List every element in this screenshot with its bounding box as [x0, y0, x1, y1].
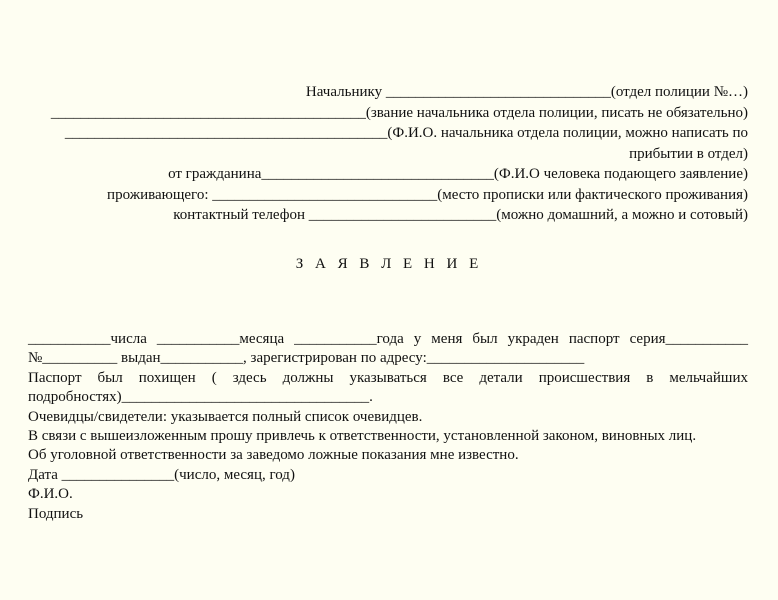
header-line-citizen: от гражданина_______________________________(Ф.И.О человека подающего заявление) [168, 166, 748, 182]
body-line-witnesses: Очевидцы/свидетели: указывается полный список очевидцев. [28, 408, 423, 425]
body-line-date: Дата _______________(число, месяц, год) [28, 466, 295, 483]
body-line-issued: №__________ выдан___________, зарегистрирован по адресу:_____________________ [28, 350, 585, 367]
body-line-details: Паспорт был похищен ( здесь должны указываться все детали происшествия в мельчайших [28, 369, 748, 386]
header-line-name: ___________________________________________(Ф.И.О. начальника отдела полиции, можно написать по [64, 125, 748, 141]
body-line-liability: Об уголовной ответственности за заведомо ложные показания мне известно. [28, 447, 519, 464]
statement-body [28, 330, 748, 524]
body-line-signature: Подпись [28, 505, 84, 522]
addressee-block [28, 82, 748, 226]
body-line-date-passport: ___________числа ___________месяца ___________года у меня был украден паспорт серия___________ [28, 331, 748, 347]
header-line-name-cont: прибытии в отдел) [629, 145, 748, 162]
body-line-details-cont: подробностях)_________________________________. [28, 389, 373, 406]
header-line-rank: __________________________________________(звание начальника отдела полиции, писать не обязательно) [50, 104, 748, 121]
header-line-chief: Начальнику ______________________________(отдел полиции №…) [305, 84, 748, 100]
header-line-phone: контактный телефон _________________________(можно домашний, а можно и сотовый) [173, 207, 748, 223]
body-line-request: В связи с вышеизложенным прошу привлечь к ответственности, установленной законом, виновных лиц. [28, 428, 697, 445]
document-title: З А Я В Л Е Н И Е [295, 256, 483, 272]
body-line-fio: Ф.И.О. [28, 486, 73, 503]
header-line-residence: проживающего: ______________________________(место прописки или фактического проживания) [107, 186, 748, 203]
